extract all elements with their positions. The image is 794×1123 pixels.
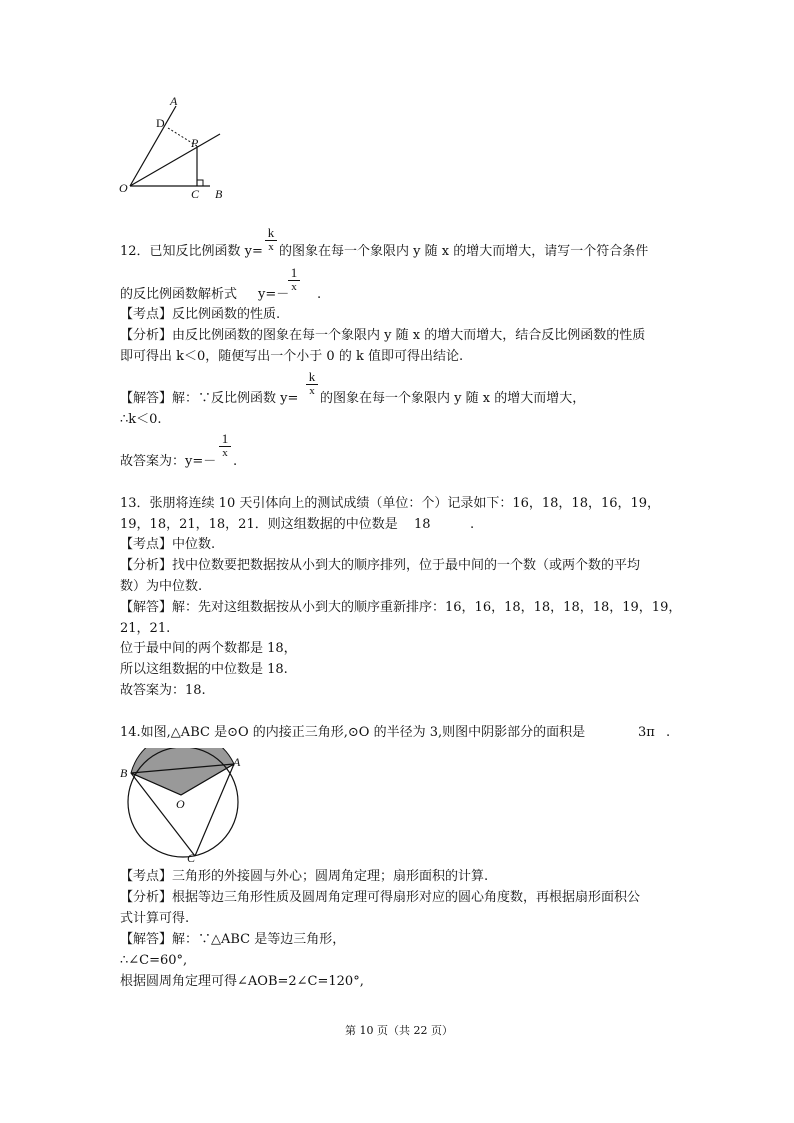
q13-jieda-5: 故答案为：18. <box>120 683 206 698</box>
q12-fenxi-2: 即可得出 k＜0，随便写出一个小于 0 的 k 值即可得出结论. <box>120 349 464 364</box>
q14-line1-pre: 14.如图,△ABC 是⊙O 的内接正三角形,⊙O 的半径为 3,则图中阴影部分的面积是 <box>120 725 586 740</box>
q12-line1-pre: 12．已知反比例函数 y= <box>120 244 263 259</box>
q12-line1-post: 的图象在每一个象限内 y 随 x 的增大而增大，请写一个符合条件 <box>279 244 649 259</box>
q12-fenxi-1: 【分析】由反比例函数的图象在每一个象限内 y 随 x 的增大而增大，结合反比例函数的性质 <box>120 328 646 343</box>
fraction-one-over-x-2 <box>218 432 232 459</box>
q14-line1-post: . <box>666 725 671 740</box>
fraction-numerator: 1 <box>221 431 229 446</box>
q13-jieda-2: 21，21. <box>120 621 171 636</box>
q13-line2-post: . <box>470 517 475 532</box>
q13-jieda-3: 位于最中间的两个数都是 18， <box>120 641 297 656</box>
q14-answer: 3π <box>638 725 655 740</box>
fraction-k-over-x <box>264 226 278 253</box>
q14-fenxi-1: 【分析】根据等边三角形性质及圆周角定理可得扇形对应的圆心角度数，再根据扇形面积公 <box>120 890 641 905</box>
label-o2: O <box>176 797 185 811</box>
q14-jieda-1: 【解答】解：∵△ABC 是等边三角形， <box>120 932 346 947</box>
fraction-denominator: x <box>222 447 228 459</box>
q13-jieda-4: 所以这组数据的中位数是 18. <box>120 662 288 677</box>
q12-jieda-1-pre: 【解答】解：∵反比例函数 y= <box>120 391 299 406</box>
q14-fenxi-2: 式计算可得. <box>120 911 190 926</box>
q12-jieda-2: ∴k＜0. <box>120 412 162 427</box>
fraction-numerator: k <box>308 369 316 384</box>
page-footer: 第 10 页（共 22 页） <box>345 1024 453 1037</box>
label-a2: A <box>233 755 241 769</box>
q12-answer: y=－ <box>258 287 290 302</box>
q13-line2-pre: 19，18，21，18，21．则这组数据的中位数是 <box>120 517 398 532</box>
q12-kaodian: 【考点】反比例函数的性质. <box>120 307 281 322</box>
label-p: P <box>191 136 199 150</box>
fraction-denominator: x <box>291 281 297 293</box>
label-a: A <box>170 94 178 108</box>
label-c: C <box>191 187 200 201</box>
q13-line1: 13．张朋将连续 10 天引体向上的测试成绩（单位：个）记录如下：16，18，18，16，19， <box>120 496 661 511</box>
label-o: O <box>119 181 128 195</box>
q13-fenxi-1: 【分析】找中位数要把数据按从小到大的顺序排列，位于最中间的一个数（或两个数的平均 <box>120 558 641 573</box>
q12-final-post: . <box>233 454 238 469</box>
q14-kaodian: 【考点】三角形的外接圆与外心；圆周角定理；扇形面积的计算. <box>120 869 489 884</box>
fraction-numerator: k <box>267 225 275 240</box>
q12-jieda-1-post: 的图象在每一个象限内 y 随 x 的增大而增大， <box>320 391 586 406</box>
label-b: B <box>215 187 223 201</box>
q13-fenxi-2: 数）为中位数. <box>120 579 203 594</box>
q13-jieda-1: 【解答】解：先对这组数据按从小到大的顺序重新排序：16，16，18，18，18，18，19，19， <box>120 600 682 615</box>
fraction-one-over-x <box>287 266 301 293</box>
fraction-denominator: x <box>268 241 274 253</box>
label-c2: C <box>187 851 196 865</box>
q12-line2-pre: 的反比例函数解析式 <box>120 287 238 302</box>
fraction-numerator: 1 <box>290 265 298 280</box>
q14-jieda-2: ∴∠C=60°, <box>120 953 188 968</box>
q13-kaodian: 【考点】中位数. <box>120 537 216 552</box>
q12-final-pre: 故答案为：y=－ <box>120 454 217 469</box>
q12-line2-post: . <box>317 287 322 302</box>
fraction-k-over-x-2 <box>305 370 319 397</box>
q14-jieda-3: 根据圆周角定理可得∠AOB=2∠C=120°, <box>120 974 364 989</box>
label-b2: B <box>120 766 128 780</box>
fraction-denominator: x <box>309 385 315 397</box>
q13-answer: 18 <box>414 517 431 532</box>
label-d: D <box>156 116 165 130</box>
